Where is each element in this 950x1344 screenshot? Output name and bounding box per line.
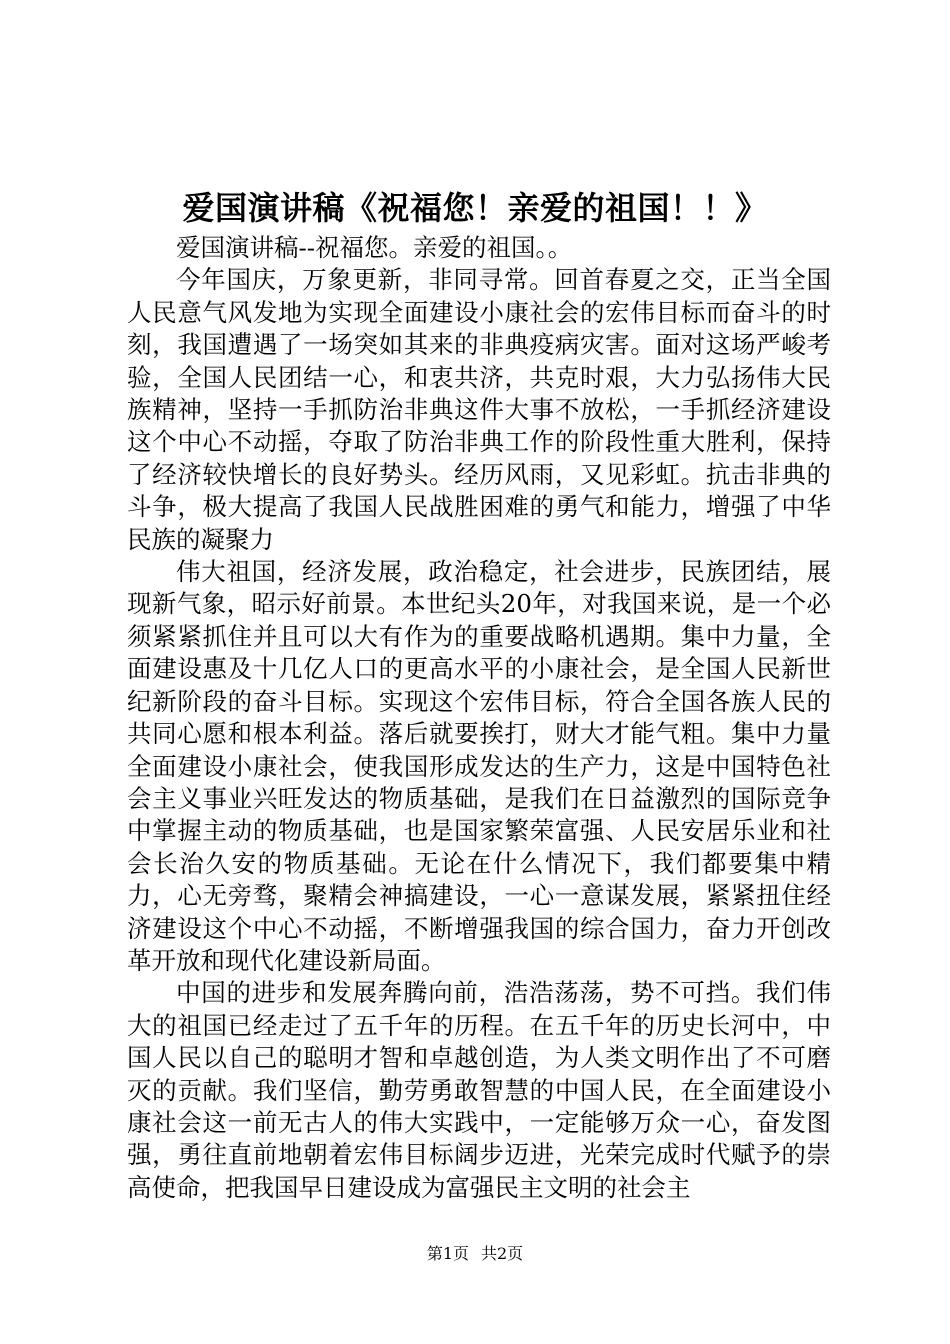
paragraph-1: 今年国庆，万象更新，非同寻常。回首春夏之交，正当全国人民意气风发地为实现全面建设小康社会的宏伟目标而奋斗的时刻，我国遭遇了一场突如其来的非典疫病灾害。面对这场严峻考验，全国人民团结一心，和衷共济，共克时艰，大力弘扬伟大民族精神，坚持一手抓防治非典这件大事不放松，一手抓经济建设这个中心不动摇，夺取了防治非典工作的阶段性重大胜利，保持了经济较快增长的良好势头。经历风雨，又见彩虹。抗击非典的斗争，极大提高了我国人民战胜困难的勇气和能力，增强了中华民族的凝聚力 bbox=[127, 265, 831, 554]
document-title: 爱国演讲稿《祝福您！亲爱的祖国！！》 bbox=[182, 189, 768, 227]
document-body bbox=[127, 232, 831, 1204]
paragraph-2: 伟大祖国，经济发展，政治稳定，社会进步，民族团结，展现新气象，昭示好前景。本世纪头20年，对我国来说，是一个必须紧紧抓住并且可以大有作为的重要战略机遇期。集中力量，全面建设惠及十几亿人口的更高水平的小康社会，是全国人民新世纪新阶段的奋斗目标。实现这个宏伟目标，符合全国各族人民的共同心愿和根本利益。落后就要挨打，财大才能气粗。集中力量全面建设小康社会，使我国形成发达的生产力，这是中国特色社会主义事业兴旺发达的物质基础，是我们在日益激烈的国际竞争中掌握主动的物质基础，也是国家繁荣富强、人民安居乐业和社会长治久安的物质基础。无论在什么情况下，我们都要集中精力，心无旁骛，聚精会神搞建设，一心一意谋发展，紧紧扭住经济建设这个中心不动摇，不断增强我国的综合国力，奋力开创改革开放和现代化建设新局面。 bbox=[127, 557, 831, 975]
paragraph-subtitle: 爱国演讲稿--祝福您。亲爱的祖国。。 bbox=[176, 233, 573, 262]
page-number-total: 共2页 bbox=[481, 1244, 524, 1263]
page-number-current: 第1页 bbox=[426, 1244, 469, 1263]
paragraph-3: 中国的进步和发展奔腾向前，浩浩荡荡，势不可挡。我们伟大的祖国已经走过了五千年的历程。在五千年的历史长河中，中国人民以自己的聪明才智和卓越创造，为人类文明作出了不可磨灭的贡献。我们坚信，勤劳勇敢智慧的中国人民，在全面建设小康社会这一前无古人的伟大实践中，一定能够万众一心，奋发图强，勇往直前地朝着宏伟目标阔步迈进，光荣完成时代赋予的崇高使命，把我国早日建设成为富强民主文明的社会主 bbox=[127, 978, 831, 1202]
page-footer bbox=[0, 1243, 950, 1265]
